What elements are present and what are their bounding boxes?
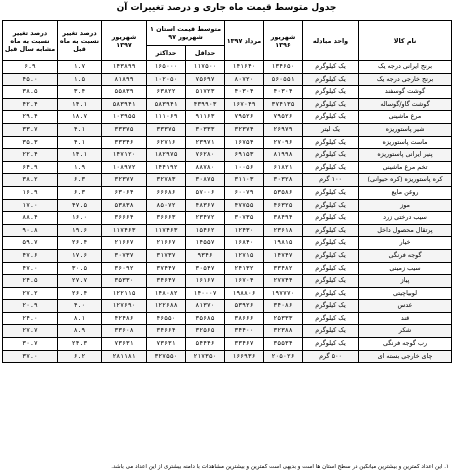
table-row: [3, 174, 452, 187]
cell-1397: ۱۰۸۹۷۲: [102, 161, 147, 174]
cell-min: ۸۸۷۸۰: [186, 161, 225, 174]
cell-pct-month: ۲۷.۷: [58, 275, 102, 288]
cell-1396: ۴۰۳۰۴: [264, 86, 303, 99]
cell-1396: ۴۶۳۲۵: [264, 199, 303, 212]
cell-pct-year: ۹۰.۸: [3, 224, 58, 237]
cell-name: پرتقال محصول داخل: [359, 224, 452, 237]
cell-max: ۶۲۷۱۶: [147, 136, 186, 149]
cell-pct-year: ۵۹.۷: [3, 237, 58, 250]
cell-pct-year: ۱۷.۰: [3, 199, 58, 212]
cell-max: ۱۱۱۰۶۹: [147, 111, 186, 124]
cell-unit: ۵۰۰ گرم: [303, 350, 359, 363]
cell-1396: ۸۱۹۹۸: [264, 149, 303, 162]
cell-pct-month: ۱۶.۰: [58, 212, 102, 225]
cell-1397: ۶۳۰۶۴: [102, 186, 147, 199]
cell-pct-month: ۳۰.۵: [58, 262, 102, 275]
table-row: [3, 237, 452, 250]
cell-name: سیب زمینی: [359, 262, 452, 275]
cell-mordad: ۲۴۱۳۲: [225, 262, 264, 275]
cell-mordad: ۱۰۰۵۶: [225, 161, 264, 174]
cell-1397: ۱۲۲۱۱۵: [102, 287, 147, 300]
cell-min: ۱۱۷۵۰۰: [186, 61, 225, 74]
cell-max: ۱۴۸۰۸۲: [147, 287, 186, 300]
cell-pct-year: ۴۷.۶: [3, 249, 58, 262]
cell-unit: یک کیلوگرم: [303, 111, 359, 124]
cell-mordad: ۳۴۴۰۰: [225, 325, 264, 338]
cell-pct-month: ۱.۵: [58, 73, 102, 86]
cell-min: ۸۱۳۷۰: [186, 300, 225, 313]
cell-1397: ۱۲۷۶۹۰: [102, 300, 147, 313]
cell-1397: ۷۳۶۳۱: [102, 338, 147, 351]
cell-1397: ۵۵۸۳۹: [102, 86, 147, 99]
cell-mordad: ۳۲۳۷۴: [225, 123, 264, 136]
cell-pct-month: ۱.۹: [58, 161, 102, 174]
cell-min: ۵۱۷۲۳: [186, 86, 225, 99]
cell-unit: یک کیلوگرم: [303, 237, 359, 250]
cell-min: ۱۵۴۶۲: [186, 224, 225, 237]
table-row: [3, 73, 452, 86]
cell-min: ۳۲۵۶۵: [186, 325, 225, 338]
cell-name: سیب درختی زرد: [359, 212, 452, 225]
cell-name: شیر پاستوریزه: [359, 123, 452, 136]
cell-pct-year: ۲۹.۴: [3, 111, 58, 124]
cell-unit: یک کیلوگرم: [303, 325, 359, 338]
cell-1397: ۳۰۷۳۷: [102, 249, 147, 262]
cell-unit: ۱۰۰ گرم: [303, 174, 359, 187]
table-header: [3, 21, 452, 61]
cell-max: ۱۶۵۰۰۰: [147, 61, 186, 74]
cell-1397: ۴۲۴۸۶: [102, 312, 147, 325]
cell-1397: ۳۶۶۶۴: [102, 212, 147, 225]
table-row: [3, 212, 452, 225]
cell-pct-month: ۱۸.۷: [58, 111, 102, 124]
header-mordad: مرداد ۱۳۹۷: [225, 21, 264, 61]
cell-mordad: ۳۱۱۰۳: [225, 174, 264, 187]
cell-pct-month: ۶.۳: [58, 174, 102, 187]
cell-min: ۲۳۴۷۲: [186, 212, 225, 225]
cell-1396: ۶۱۸۲۱: [264, 161, 303, 174]
cell-1396: ۱۳۴۶۵۰: [264, 61, 303, 74]
cell-min: ۱۶۱۶۷: [186, 275, 225, 288]
cell-pct-month: ۱۴.۱: [58, 98, 102, 111]
table-row: [3, 111, 452, 124]
cell-name: کره پاستوریزه (کره حیوانی): [359, 174, 452, 187]
cell-max: ۳۲۷۵۵۰: [147, 350, 186, 363]
cell-1397: ۲۸۱۱۸۱: [102, 350, 147, 363]
cell-unit: یک کیلوگرم: [303, 262, 359, 275]
footnote: ۱. این اعداد کمترین و بیشترین میانگین در سطح استان ها است و بدیهی است کمترین و بیشترین مشاهدات با دامنه بیشتری از این اعداد می باشد.: [111, 464, 449, 470]
cell-min: ۵۴۴۴۶: [186, 338, 225, 351]
cell-pct-month: ۶.۲: [58, 350, 102, 363]
cell-unit: یک کیلوگرم: [303, 300, 359, 313]
cell-pct-year: ۳۸.۵: [3, 86, 58, 99]
cell-min: ۳۰۵۴۷: [186, 262, 225, 275]
cell-1396: ۲۷۰۹۶: [264, 136, 303, 149]
cell-unit: یک کیلوگرم: [303, 275, 359, 288]
cell-mordad: ۱۴۱۶۴۰: [225, 61, 264, 74]
cell-pct-year: ۲۴.۰: [3, 312, 58, 325]
cell-unit: یک لیتر: [303, 123, 359, 136]
cell-mordad: ۳۳۴۶۷: [225, 338, 264, 351]
cell-name: برنج ایرانی درجه یک: [359, 61, 452, 74]
cell-max: ۳۴۶۶۴: [147, 325, 186, 338]
cell-pct-month: ۳.۴: [58, 86, 102, 99]
cell-unit: یک کیلوگرم: [303, 73, 359, 86]
cell-pct-year: ۴۵.۰: [3, 73, 58, 86]
cell-mordad: ۱۲۷۱۵: [225, 249, 264, 262]
cell-mordad: ۳۰۷۳۵: [225, 212, 264, 225]
cell-1397: ۲۱۶۶۷: [102, 237, 147, 250]
cell-pct-month: ۱.۷: [58, 61, 102, 74]
cell-1396: ۳۷۴۱۳۵: [264, 98, 303, 111]
cell-mordad: ۱۶۶۹۳۶: [225, 350, 264, 363]
cell-unit: یک کیلوگرم: [303, 149, 359, 162]
cell-pct-year: ۳۷.۰: [3, 350, 58, 363]
cell-1397: ۱۴۳۸۹۹: [102, 61, 147, 74]
cell-pct-month: ۴.۱: [58, 136, 102, 149]
cell-1396: ۲۰۵۰۲۶: [264, 350, 303, 363]
cell-pct-year: ۳۰.۷: [3, 338, 58, 351]
cell-unit: یک کیلوگرم: [303, 61, 359, 74]
cell-name: رب گوجه فرنگی: [359, 338, 452, 351]
cell-unit: یک کیلوگرم: [303, 287, 359, 300]
cell-name: مرغ ماشینی: [359, 111, 452, 124]
cell-min: ۴۸۳۶۷: [186, 199, 225, 212]
cell-1397: ۳۶۰۹۲: [102, 262, 147, 275]
cell-pct-year: ۱۶.۹: [3, 186, 58, 199]
cell-unit: یک کیلوگرم: [303, 199, 359, 212]
cell-pct-year: ۲۷.۷: [3, 325, 58, 338]
cell-max: ۱۱۷۴۶۳: [147, 224, 186, 237]
cell-min: ۹۳۴۶: [186, 249, 225, 262]
cell-pct-month: ۴۷.۵: [58, 199, 102, 212]
cell-mordad: ۱۲۴۳۰: [225, 224, 264, 237]
cell-1397: ۸۱۸۹۹: [102, 73, 147, 86]
header-unit: واحد مبادله: [303, 21, 359, 61]
cell-name: موز: [359, 199, 452, 212]
cell-1397: ۵۳۸۳۸: [102, 199, 147, 212]
cell-1396: ۱۴۷۴۷: [264, 249, 303, 262]
cell-mordad: ۶۰۰۷۹: [225, 186, 264, 199]
cell-pct-month: ۱۷.۶: [58, 249, 102, 262]
cell-min: ۲۳۹۷۱: [186, 136, 225, 149]
cell-min: ۲۱۷۳۵۰: [186, 350, 225, 363]
cell-max: ۲۱۶۶۷: [147, 237, 186, 250]
cell-unit: یک کیلوگرم: [303, 86, 359, 99]
cell-name: برنج خارجی درجه یک: [359, 73, 452, 86]
cell-name: گوشت گاو/گوساله: [359, 98, 452, 111]
cell-1396: ۳۵۵۳۴: [264, 338, 303, 351]
table-title: جدول متوسط قیمت ماه جاری و درصد تغییرات آن: [116, 3, 337, 13]
cell-unit: یک کیلوگرم: [303, 338, 359, 351]
cell-name: ماست پاستوریزه: [359, 136, 452, 149]
cell-max: ۱۸۲۹۷۵: [147, 149, 186, 162]
cell-min: ۳۵۶۸۵: [186, 312, 225, 325]
cell-max: ۳۶۶۶۳: [147, 212, 186, 225]
cell-1397: ۱۰۳۹۵۵: [102, 111, 147, 124]
cell-1397: ۳۲۳۷۷: [102, 174, 147, 187]
cell-1396: ۲۷۷۴۴: [264, 275, 303, 288]
table-row: [3, 287, 452, 300]
cell-unit: یک کیلوگرم: [303, 136, 359, 149]
cell-name: گوشت گوسفند: [359, 86, 452, 99]
cell-pct-year: ۳۸.۲: [3, 174, 58, 187]
cell-name: عدس: [359, 300, 452, 313]
cell-unit: یک کیلوگرم: [303, 186, 359, 199]
cell-1396: ۱۹۷۷۷۰: [264, 287, 303, 300]
table-row: [3, 123, 452, 136]
cell-pct-month: ۱۴.۱: [58, 149, 102, 162]
cell-name: پنیر ایرانی پاستوریزه: [359, 149, 452, 162]
table-row: [3, 98, 452, 111]
cell-max: ۷۳۶۳۱: [147, 338, 186, 351]
cell-pct-month: ۲۶.۴: [58, 287, 102, 300]
table-row: [3, 350, 452, 363]
cell-mordad: ۱۶۸۴۰: [225, 237, 264, 250]
header-1397: شهریور ۱۳۹۷: [102, 21, 147, 61]
cell-pct-month: ۲۶.۴: [58, 237, 102, 250]
cell-1396: ۱۹۸۱۵: [264, 237, 303, 250]
cell-unit: یک کیلوگرم: [303, 224, 359, 237]
cell-1396: ۲۳۶۱۸: [264, 224, 303, 237]
cell-pct-year: ۴۲.۴: [3, 98, 58, 111]
cell-mordad: ۱۹۸۸۰۶: [225, 287, 264, 300]
cell-pct-month: ۸.۱: [58, 312, 102, 325]
cell-min: ۳۰۳۳۳: [186, 123, 225, 136]
cell-mordad: ۷۹۵۲۶: [225, 111, 264, 124]
cell-min: ۴۳۹۹۰۳: [186, 98, 225, 111]
table-body: [3, 61, 452, 363]
cell-max: ۳۷۴۴۷: [147, 262, 186, 275]
cell-name: گوجه فرنگی: [359, 249, 452, 262]
cell-1396: ۳۸۴۹۴: [264, 212, 303, 225]
cell-pct-month: ۲۴.۳: [58, 338, 102, 351]
table-row: [3, 161, 452, 174]
cell-max: ۱۰۲۰۵۰: [147, 73, 186, 86]
table-row: [3, 300, 452, 313]
header-pct-month: درصد تغییر نسبت به ماه قبل: [58, 21, 102, 61]
cell-pct-month: ۴.۱: [58, 123, 102, 136]
cell-unit: یک کیلوگرم: [303, 249, 359, 262]
cell-1397: ۱۱۷۴۶۳: [102, 224, 147, 237]
cell-1396: ۳۴۰۸۶: [264, 300, 303, 313]
cell-pct-year: ۶۴.۹: [3, 161, 58, 174]
cell-pct-year: ۲۰.۹: [3, 300, 58, 313]
cell-min: ۱۴۰۰۰۷: [186, 287, 225, 300]
cell-max: ۳۲۷۸۳: [147, 174, 186, 187]
header-max: حداکثر: [147, 46, 186, 61]
cell-min: ۵۷۰۰۶: [186, 186, 225, 199]
cell-mordad: ۳۸۶۶۶: [225, 312, 264, 325]
price-table: [2, 20, 452, 363]
header-name: نام کالا: [359, 21, 452, 61]
cell-min: ۷۶۲۸۰: [186, 149, 225, 162]
cell-1396: ۲۵۳۳۳: [264, 312, 303, 325]
table-row: [3, 275, 452, 288]
cell-max: ۶۳۸۲۲: [147, 86, 186, 99]
cell-max: ۳۳۳۷۵: [147, 123, 186, 136]
cell-1397: ۱۴۷۱۲۰: [102, 149, 147, 162]
header-province-avg: متوسط قیمت استان ۱ شهریور ۹۷: [147, 21, 225, 46]
cell-mordad: ۵۳۹۲۶: [225, 300, 264, 313]
cell-max: ۳۴۶۴۷: [147, 275, 186, 288]
cell-unit: یک کیلوگرم: [303, 312, 359, 325]
cell-name: تخم مرغ ماشینی: [359, 161, 452, 174]
table-row: [3, 262, 452, 275]
table-row: [3, 186, 452, 199]
cell-1396: ۲۶۹۷۹: [264, 123, 303, 136]
cell-max: ۳۱۷۳۷: [147, 249, 186, 262]
cell-1396: ۵۳۵۸۶: [264, 186, 303, 199]
cell-name: پیاز: [359, 275, 452, 288]
cell-1396: ۷۹۵۲۶: [264, 111, 303, 124]
cell-1397: ۳۳۳۴۶: [102, 136, 147, 149]
cell-pct-year: ۶.۹: [3, 61, 58, 74]
cell-max: ۸۵۰۷۲: [147, 199, 186, 212]
table-row: [3, 312, 452, 325]
cell-mordad: ۸۰۷۲۰: [225, 73, 264, 86]
cell-mordad: ۴۷۷۵۵: [225, 199, 264, 212]
cell-1397: ۳۳۳۷۵: [102, 123, 147, 136]
cell-1397: ۳۳۶۰۸: [102, 325, 147, 338]
cell-pct-month: ۴.۰: [58, 300, 102, 313]
table-row: [3, 136, 452, 149]
cell-1396: ۵۶۰۵۵۱: [264, 73, 303, 86]
cell-pct-year: ۲۴.۵: [3, 275, 58, 288]
cell-max: ۱۲۲۶۸۸: [147, 300, 186, 313]
cell-1397: ۵۸۳۹۴۱: [102, 98, 147, 111]
cell-min: ۹۱۱۶۳: [186, 111, 225, 124]
cell-name: خیار: [359, 237, 452, 250]
cell-max: ۵۸۳۹۴۱: [147, 98, 186, 111]
table-row: [3, 61, 452, 74]
cell-pct-year: ۴۷.۰: [3, 262, 58, 275]
cell-max: ۱۴۴۱۹۲: [147, 161, 186, 174]
cell-unit: یک کیلوگرم: [303, 161, 359, 174]
header-pct-year: درصد تغییر نسبت به ماه مشابه سال قبل: [3, 21, 58, 61]
header-1396: شهریور ۱۳۹۶: [264, 21, 303, 61]
cell-1396: ۳۰۳۲۸: [264, 174, 303, 187]
cell-name: روغن مایع: [359, 186, 452, 199]
cell-pct-month: ۶.۳: [58, 186, 102, 199]
cell-1396: ۳۲۳۸۸: [264, 325, 303, 338]
cell-pct-month: ۸.۹: [58, 325, 102, 338]
cell-min: ۷۵۶۹۷: [186, 73, 225, 86]
table-row: [3, 199, 452, 212]
cell-unit: یک کیلوگرم: [303, 212, 359, 225]
cell-mordad: ۶۹۱۵۳: [225, 149, 264, 162]
cell-min: ۱۴۵۵۷: [186, 237, 225, 250]
cell-mordad: ۱۶۷۰۴۹: [225, 98, 264, 111]
cell-pct-year: ۸۸.۴: [3, 212, 58, 225]
cell-pct-year: ۳۵.۳: [3, 136, 58, 149]
table-row: [3, 86, 452, 99]
cell-name: شکر: [359, 325, 452, 338]
table-row: [3, 249, 452, 262]
table-row: [3, 224, 452, 237]
cell-1396: ۳۳۴۸۲: [264, 262, 303, 275]
header-min: حداقل: [186, 46, 225, 61]
cell-max: ۶۶۶۸۶: [147, 186, 186, 199]
cell-name: قند: [359, 312, 452, 325]
cell-max: ۴۶۵۵۰: [147, 312, 186, 325]
cell-mordad: ۱۶۷۵۴: [225, 136, 264, 149]
cell-mordad: ۴۰۳۰۴: [225, 86, 264, 99]
table-row: [3, 338, 452, 351]
cell-mordad: ۱۶۷۰۴: [225, 275, 264, 288]
cell-pct-year: ۳۳.۷: [3, 123, 58, 136]
cell-pct-month: ۱۹.۶: [58, 224, 102, 237]
cell-min: ۳۰۸۷۵: [186, 174, 225, 187]
table-row: [3, 325, 452, 338]
cell-pct-year: ۲۲.۴: [3, 149, 58, 162]
cell-pct-year: ۲۷.۲: [3, 287, 58, 300]
table-row: [3, 149, 452, 162]
cell-1397: ۳۵۳۳۰: [102, 275, 147, 288]
cell-name: لوبیاچیتی: [359, 287, 452, 300]
cell-name: چای خارجی بسته ای: [359, 350, 452, 363]
cell-unit: یک کیلوگرم: [303, 98, 359, 111]
